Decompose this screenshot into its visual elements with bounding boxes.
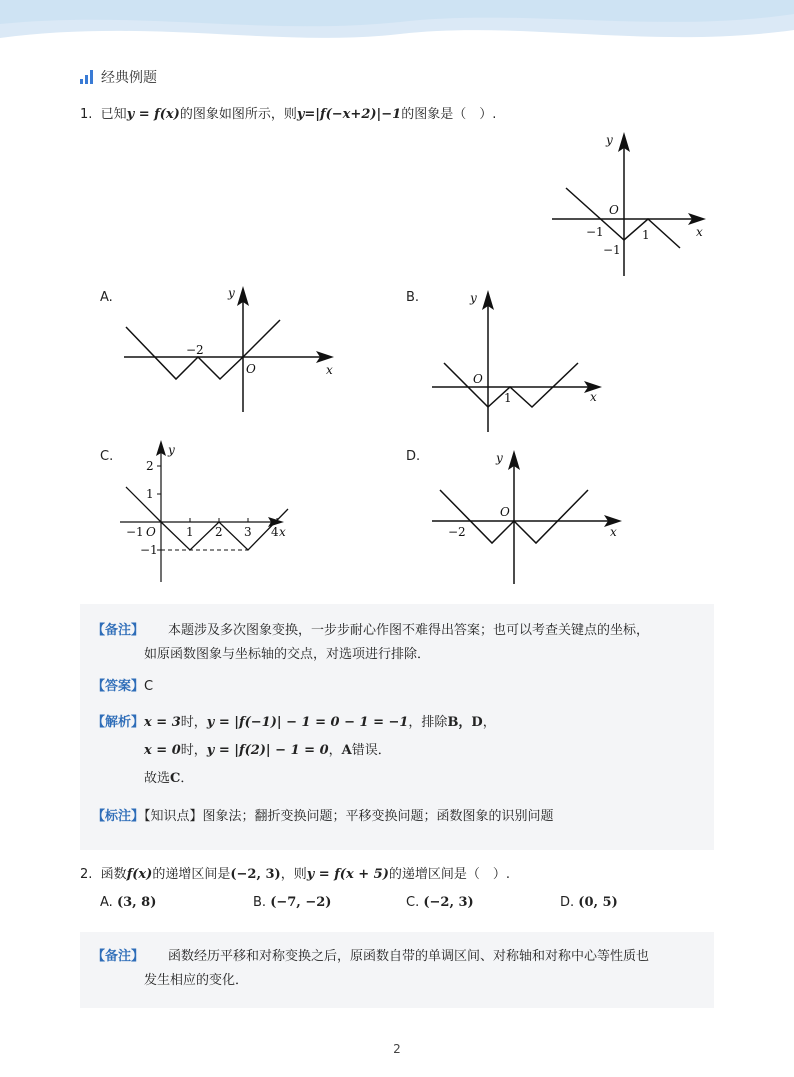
q2-math: y = f(x + 5) [306, 867, 389, 882]
ytick-2: 2 [146, 459, 154, 473]
tick-2: 2 [215, 525, 223, 539]
remark-tag: 【备注】 [92, 949, 145, 964]
label-text: 【知识点】图象法；翻折变换问题；平移变换问题；函数图象的识别问题 [144, 809, 554, 824]
y-axis-label: y [470, 291, 477, 305]
question-2-stem [80, 865, 510, 885]
bar-chart-icon [80, 70, 93, 84]
q2-text: ，则 [280, 867, 307, 882]
choice-c[interactable] [406, 895, 474, 910]
remark-line-2: 如原函数图象与坐标轴的交点，对选项进行排除． [144, 647, 431, 662]
question-number: 2. [80, 867, 93, 882]
choice-value: (−2, 3) [423, 895, 474, 910]
analysis-math: x = 0 [144, 743, 181, 758]
x-axis-label: x [590, 390, 597, 404]
analysis-text: 时， [180, 715, 207, 730]
origin-label: O [473, 372, 483, 386]
tick-4: 4 [271, 525, 279, 539]
answer-value: C [144, 679, 154, 694]
choice-value: (−7, −2) [270, 895, 332, 910]
answer-tag: 【答案】 [92, 679, 145, 694]
option-a-graph[interactable] [120, 282, 340, 414]
tick-neg1: −1 [126, 525, 144, 539]
section-heading [80, 66, 157, 88]
analysis-text: 时， [180, 743, 207, 758]
analysis-math: y = |f(2)| − 1 = 0 [206, 743, 329, 758]
y-axis-label: y [606, 133, 613, 147]
q2-text: 的递增区间是 [152, 867, 231, 882]
q2-text: 函数 [100, 867, 127, 882]
choice-label: D. [560, 895, 575, 910]
option-c-graph[interactable] [116, 436, 296, 584]
option-b-label[interactable]: B. [406, 290, 420, 305]
analysis-line-2 [144, 740, 391, 762]
x-axis-label: x [610, 525, 617, 539]
q1-text: 的图象如图所示，则 [179, 107, 297, 122]
tick-1: 1 [504, 391, 512, 405]
remark2-line-2: 发生相应的变化． [144, 973, 249, 988]
header-wave-banner [0, 0, 794, 60]
remark-text: 函数经历平移和对称变换之后，原函数自带的单调区间、对称轴和对称中心等性质也 [168, 949, 650, 964]
analysis-math: C [170, 771, 181, 786]
tick-3: 3 [244, 525, 252, 539]
label-tag: 【标注】 [92, 809, 145, 824]
origin-label: O [246, 362, 256, 376]
main-function-graph [548, 128, 718, 280]
origin-label: O [500, 505, 510, 519]
option-d-label[interactable]: D. [406, 449, 421, 464]
tick-neg2: −2 [448, 525, 466, 539]
analysis-text: ，排除 [408, 715, 448, 730]
ytick-neg1: −1 [140, 543, 158, 557]
choice-label: A. [100, 895, 113, 910]
analysis-math: x = 3 [144, 715, 181, 730]
option-c-label[interactable]: C. [100, 449, 114, 464]
tick-1: 1 [642, 228, 650, 242]
choice-value: (3, 8) [116, 895, 157, 910]
x-axis-label: x [279, 525, 286, 539]
analysis-math: B，D [447, 715, 483, 730]
tick-1: 1 [186, 525, 194, 539]
origin-label: O [146, 525, 156, 539]
analysis-text: ． [180, 771, 194, 786]
remark2-line-1 [92, 946, 649, 968]
question-number: 1. [80, 107, 93, 122]
analysis-line-1 [92, 712, 496, 734]
label-line [92, 806, 554, 828]
choice-label: C. [406, 895, 420, 910]
question-1-stem [80, 105, 496, 125]
q2-math: (−2, 3) [230, 867, 281, 882]
choice-b[interactable] [253, 895, 331, 910]
analysis-math: y = |f(−1)| − 1 = 0 − 1 = −1 [206, 715, 409, 730]
option-a-label[interactable]: A. [100, 290, 113, 305]
origin-label: O [609, 203, 619, 217]
q1-math: y = f(x) [126, 107, 180, 122]
analysis-text: 错误． [351, 743, 391, 758]
analysis-text: 故选 [144, 771, 171, 786]
x-axis-label: x [326, 363, 333, 377]
x-axis-label: x [696, 225, 703, 239]
analysis-text: ， [482, 715, 496, 730]
choice-value: (0, 5) [578, 895, 618, 910]
section-title: 经典例题 [101, 70, 157, 86]
ytick-1: 1 [146, 487, 154, 501]
remark-text: 本题涉及多次图象变换，一步步耐心作图不难得出答案；也可以考查关键点的坐标， [168, 623, 650, 638]
y-axis-label: y [168, 443, 175, 457]
q1-text: 已知 [100, 107, 127, 122]
analysis-line-3 [144, 768, 193, 790]
choice-label: B. [253, 895, 267, 910]
answer-line [92, 676, 153, 698]
choice-d[interactable] [560, 895, 618, 910]
option-d-graph[interactable] [428, 446, 628, 586]
y-axis-label: y [496, 451, 503, 465]
option-b-graph[interactable] [428, 286, 608, 434]
choice-a[interactable] [100, 895, 156, 910]
q1-math: y=|f(−x+2)|−1 [296, 107, 402, 122]
analysis-math: A [341, 743, 352, 758]
page-number: 2 [393, 1042, 401, 1056]
y-axis-label: y [228, 286, 235, 300]
q2-text: 的递增区间是（ ）. [388, 867, 510, 882]
tick-neg2: −2 [186, 343, 204, 357]
analysis-tag: 【解析】 [92, 715, 145, 730]
remark-tag: 【备注】 [92, 623, 145, 638]
tick-neg1-x: −1 [586, 225, 604, 239]
analysis-text: ， [328, 743, 342, 758]
tick-neg1-y: −1 [603, 243, 621, 257]
remark-line-1 [92, 620, 649, 642]
q1-text: 的图象是（ ）. [401, 107, 497, 122]
q2-math: f(x) [126, 867, 153, 882]
